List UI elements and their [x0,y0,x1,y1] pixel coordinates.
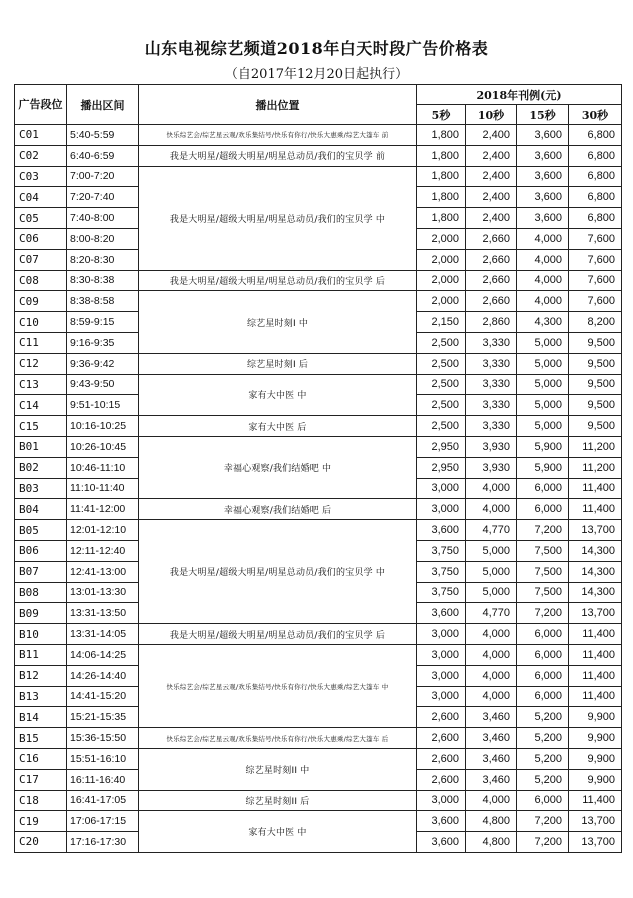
price-30s: 6,800 [569,125,622,146]
price-15s: 5,200 [517,769,569,790]
segment-code: B15 [15,728,67,749]
price-30s: 11,400 [569,644,622,665]
price-15s: 6,000 [517,644,569,665]
broadcast-position: 综艺星时刻I 中 [139,291,417,353]
price-30s: 6,800 [569,208,622,229]
segment-code: B11 [15,644,67,665]
broadcast-position: 综艺星时刻II 中 [139,748,417,790]
broadcast-range: 14:41-15:20 [67,686,139,707]
price-15s: 7,500 [517,561,569,582]
broadcast-range: 12:11-12:40 [67,540,139,561]
price-30s: 13,700 [569,603,622,624]
broadcast-range: 10:16-10:25 [67,416,139,437]
broadcast-range: 16:11-16:40 [67,769,139,790]
price-10s: 5,000 [466,561,517,582]
segment-code: B02 [15,457,67,478]
price-5s: 2,000 [417,291,466,312]
price-10s: 3,930 [466,457,517,478]
price-30s: 9,900 [569,748,622,769]
table-row [15,125,622,146]
price-15s: 4,000 [517,228,569,249]
price-30s: 11,400 [569,624,622,645]
segment-code: C17 [15,769,67,790]
price-10s: 2,400 [466,187,517,208]
price-5s: 3,600 [417,520,466,541]
broadcast-range: 6:40-6:59 [67,145,139,166]
price-5s: 2,500 [417,395,466,416]
price-10s: 2,660 [466,249,517,270]
price-5s: 1,800 [417,187,466,208]
price-15s: 7,500 [517,540,569,561]
broadcast-range: 9:16-9:35 [67,332,139,353]
price-10s: 3,330 [466,332,517,353]
broadcast-range: 9:51-10:15 [67,395,139,416]
header-row-1 [15,85,622,105]
price-15s: 6,000 [517,624,569,645]
segment-code: C16 [15,748,67,769]
table-row [15,811,622,832]
header-10s: 10秒 [466,105,517,125]
segment-code: B10 [15,624,67,645]
price-5s: 3,750 [417,561,466,582]
price-15s: 4,000 [517,291,569,312]
broadcast-position: 家有大中医 中 [139,374,417,416]
broadcast-range: 8:59-9:15 [67,312,139,333]
segment-code: B07 [15,561,67,582]
price-30s: 7,600 [569,270,622,291]
page-title: 山东电视综艺频道2018年白天时段广告价格表 [144,39,489,58]
price-30s: 11,400 [569,790,622,811]
price-10s: 4,000 [466,624,517,645]
price-table [14,84,622,853]
segment-code: C11 [15,332,67,353]
header-5s: 5秒 [417,105,466,125]
price-30s: 7,600 [569,228,622,249]
broadcast-range: 8:30-8:38 [67,270,139,291]
broadcast-position: 综艺星时刻II 后 [139,790,417,811]
price-10s: 2,660 [466,291,517,312]
price-10s: 2,660 [466,270,517,291]
table-row [15,499,622,520]
broadcast-position: 幸福心观察/我们结婚吧 后 [139,499,417,520]
segment-code: C02 [15,145,67,166]
segment-code: C06 [15,228,67,249]
price-15s: 3,600 [517,187,569,208]
price-10s: 2,400 [466,125,517,146]
price-5s: 2,500 [417,353,466,374]
table-row [15,374,622,395]
header-price-group: 2018年刊例(元) [417,85,622,105]
price-30s: 6,800 [569,187,622,208]
price-10s: 4,000 [466,644,517,665]
price-30s: 9,500 [569,332,622,353]
broadcast-range: 13:31-13:50 [67,603,139,624]
header-range: 播出区间 [67,85,139,125]
price-15s: 7,500 [517,582,569,603]
price-10s: 2,400 [466,145,517,166]
broadcast-position: 家有大中医 中 [139,811,417,853]
segment-code: B06 [15,540,67,561]
broadcast-position: 我是大明星/超级大明星/明星总动员/我们的宝贝学 中 [139,520,417,624]
segment-code: C07 [15,249,67,270]
broadcast-range: 5:40-5:59 [67,125,139,146]
broadcast-range: 14:06-14:25 [67,644,139,665]
price-10s: 3,460 [466,707,517,728]
broadcast-range: 7:40-8:00 [67,208,139,229]
price-5s: 2,150 [417,312,466,333]
price-5s: 1,800 [417,166,466,187]
price-30s: 11,400 [569,499,622,520]
broadcast-range: 11:10-11:40 [67,478,139,499]
price-30s: 9,500 [569,353,622,374]
broadcast-range: 9:43-9:50 [67,374,139,395]
price-15s: 5,200 [517,707,569,728]
price-5s: 3,600 [417,811,466,832]
price-5s: 2,600 [417,769,466,790]
price-15s: 4,000 [517,249,569,270]
price-5s: 3,600 [417,603,466,624]
price-15s: 5,000 [517,416,569,437]
broadcast-range: 15:36-15:50 [67,728,139,749]
segment-code: C08 [15,270,67,291]
table-row [15,145,622,166]
price-15s: 3,600 [517,208,569,229]
table-row [15,748,622,769]
price-15s: 6,000 [517,478,569,499]
price-5s: 2,500 [417,374,466,395]
price-15s: 5,000 [517,332,569,353]
price-30s: 9,500 [569,416,622,437]
price-5s: 3,750 [417,582,466,603]
price-30s: 6,800 [569,166,622,187]
page-subtitle: （自2017年12月20日起执行） [224,67,409,82]
price-5s: 2,000 [417,228,466,249]
price-15s: 7,200 [517,520,569,541]
broadcast-position: 快乐综艺会/综艺星云观/欢乐集结号/快乐有你行/快乐大惠乘/综艺大篷车 前 [139,125,417,146]
segment-code: C05 [15,208,67,229]
broadcast-range: 15:51-16:10 [67,748,139,769]
broadcast-range: 16:41-17:05 [67,790,139,811]
price-30s: 14,300 [569,561,622,582]
price-15s: 7,200 [517,832,569,853]
price-5s: 2,000 [417,270,466,291]
price-5s: 3,600 [417,832,466,853]
price-10s: 2,400 [466,208,517,229]
price-10s: 3,460 [466,728,517,749]
price-10s: 3,930 [466,436,517,457]
price-15s: 5,000 [517,353,569,374]
segment-code: C03 [15,166,67,187]
segment-code: B12 [15,665,67,686]
table-row [15,728,622,749]
price-15s: 7,200 [517,603,569,624]
broadcast-position: 快乐综艺会/综艺星云观/欢乐集结号/快乐有你行/快乐大惠乘/综艺大篷车 中 [139,644,417,727]
price-5s: 3,750 [417,540,466,561]
price-10s: 2,660 [466,228,517,249]
broadcast-range: 10:26-10:45 [67,436,139,457]
price-10s: 4,000 [466,790,517,811]
segment-code: C14 [15,395,67,416]
table-row [15,291,622,312]
broadcast-position: 我是大明星/超级大明星/明星总动员/我们的宝贝学 后 [139,624,417,645]
price-30s: 14,300 [569,582,622,603]
price-5s: 2,600 [417,728,466,749]
broadcast-range: 8:38-8:58 [67,291,139,312]
price-5s: 2,600 [417,748,466,769]
table-row [15,520,622,541]
price-10s: 3,460 [466,748,517,769]
price-15s: 3,600 [517,166,569,187]
price-30s: 7,600 [569,249,622,270]
price-5s: 2,500 [417,332,466,353]
price-30s: 14,300 [569,540,622,561]
broadcast-position: 我是大明星/超级大明星/明星总动员/我们的宝贝学 中 [139,166,417,270]
price-15s: 5,900 [517,436,569,457]
broadcast-position: 幸福心观察/我们结婚吧 中 [139,436,417,498]
price-30s: 6,800 [569,145,622,166]
price-10s: 4,000 [466,499,517,520]
price-30s: 13,700 [569,811,622,832]
segment-code: B09 [15,603,67,624]
price-10s: 3,330 [466,353,517,374]
segment-code: B03 [15,478,67,499]
broadcast-range: 12:41-13:00 [67,561,139,582]
table-row [15,166,622,187]
price-5s: 2,950 [417,457,466,478]
price-10s: 4,000 [466,686,517,707]
broadcast-range: 10:46-11:10 [67,457,139,478]
price-15s: 3,600 [517,125,569,146]
price-5s: 3,000 [417,790,466,811]
price-5s: 2,600 [417,707,466,728]
price-30s: 11,400 [569,686,622,707]
price-30s: 9,900 [569,728,622,749]
price-5s: 2,500 [417,416,466,437]
price-30s: 9,500 [569,395,622,416]
price-10s: 3,330 [466,395,517,416]
price-10s: 5,000 [466,540,517,561]
price-10s: 4,770 [466,520,517,541]
broadcast-position: 综艺星时刻I 后 [139,353,417,374]
segment-code: C13 [15,374,67,395]
price-5s: 2,000 [417,249,466,270]
price-5s: 3,000 [417,665,466,686]
price-15s: 5,200 [517,728,569,749]
header-30s: 30秒 [569,105,622,125]
price-30s: 9,900 [569,707,622,728]
broadcast-range: 7:00-7:20 [67,166,139,187]
price-30s: 11,200 [569,457,622,478]
price-30s: 13,700 [569,520,622,541]
broadcast-range: 12:01-12:10 [67,520,139,541]
price-15s: 6,000 [517,790,569,811]
broadcast-range: 9:36-9:42 [67,353,139,374]
price-30s: 11,400 [569,665,622,686]
broadcast-range: 11:41-12:00 [67,499,139,520]
price-10s: 2,400 [466,166,517,187]
price-10s: 4,000 [466,478,517,499]
table-row [15,353,622,374]
price-10s: 4,800 [466,832,517,853]
broadcast-range: 13:01-13:30 [67,582,139,603]
price-5s: 3,000 [417,644,466,665]
broadcast-range: 15:21-15:35 [67,707,139,728]
price-15s: 5,000 [517,395,569,416]
price-10s: 3,460 [466,769,517,790]
segment-code: B05 [15,520,67,541]
price-5s: 3,000 [417,624,466,645]
broadcast-range: 14:26-14:40 [67,665,139,686]
price-30s: 7,600 [569,291,622,312]
price-5s: 2,950 [417,436,466,457]
price-5s: 1,800 [417,125,466,146]
broadcast-position: 家有大中医 后 [139,416,417,437]
segment-code: B14 [15,707,67,728]
broadcast-range: 17:06-17:15 [67,811,139,832]
price-10s: 3,330 [466,374,517,395]
price-15s: 5,000 [517,374,569,395]
segment-code: B13 [15,686,67,707]
header-segment: 广告段位 [15,85,67,125]
price-15s: 3,600 [517,145,569,166]
price-30s: 11,200 [569,436,622,457]
price-30s: 9,900 [569,769,622,790]
segment-code: C04 [15,187,67,208]
price-5s: 1,800 [417,145,466,166]
segment-code: C09 [15,291,67,312]
broadcast-range: 8:20-8:30 [67,249,139,270]
price-15s: 5,200 [517,748,569,769]
price-30s: 11,400 [569,478,622,499]
segment-code: C15 [15,416,67,437]
table-row [15,644,622,665]
table-row [15,270,622,291]
broadcast-position: 快乐综艺会/综艺星云观/欢乐集结号/快乐有你行/快乐大惠乘/综艺大篷车 后 [139,728,417,749]
segment-code: C20 [15,832,67,853]
table-row [15,416,622,437]
price-5s: 3,000 [417,499,466,520]
price-15s: 6,000 [517,686,569,707]
segment-code: C10 [15,312,67,333]
broadcast-position: 我是大明星/超级大明星/明星总动员/我们的宝贝学 后 [139,270,417,291]
price-10s: 3,330 [466,416,517,437]
table-row [15,790,622,811]
header-position: 播出位置 [139,85,417,125]
price-10s: 2,860 [466,312,517,333]
price-30s: 9,500 [569,374,622,395]
price-15s: 6,000 [517,499,569,520]
price-15s: 4,300 [517,312,569,333]
table-row [15,436,622,457]
segment-code: C01 [15,125,67,146]
price-5s: 3,000 [417,478,466,499]
price-10s: 4,000 [466,665,517,686]
table-row [15,624,622,645]
broadcast-range: 7:20-7:40 [67,187,139,208]
price-5s: 3,000 [417,686,466,707]
segment-code: C12 [15,353,67,374]
price-10s: 4,770 [466,603,517,624]
price-30s: 8,200 [569,312,622,333]
price-15s: 6,000 [517,665,569,686]
broadcast-range: 17:16-17:30 [67,832,139,853]
price-15s: 7,200 [517,811,569,832]
price-10s: 5,000 [466,582,517,603]
price-15s: 5,900 [517,457,569,478]
segment-code: C18 [15,790,67,811]
price-10s: 4,800 [466,811,517,832]
segment-code: B08 [15,582,67,603]
table-body [15,125,622,853]
segment-code: B01 [15,436,67,457]
price-15s: 4,000 [517,270,569,291]
price-5s: 1,800 [417,208,466,229]
header-15s: 15秒 [517,105,569,125]
broadcast-range: 8:00-8:20 [67,228,139,249]
segment-code: B04 [15,499,67,520]
segment-code: C19 [15,811,67,832]
broadcast-position: 我是大明星/超级大明星/明星总动员/我们的宝贝学 前 [139,145,417,166]
price-30s: 13,700 [569,832,622,853]
broadcast-range: 13:31-14:05 [67,624,139,645]
